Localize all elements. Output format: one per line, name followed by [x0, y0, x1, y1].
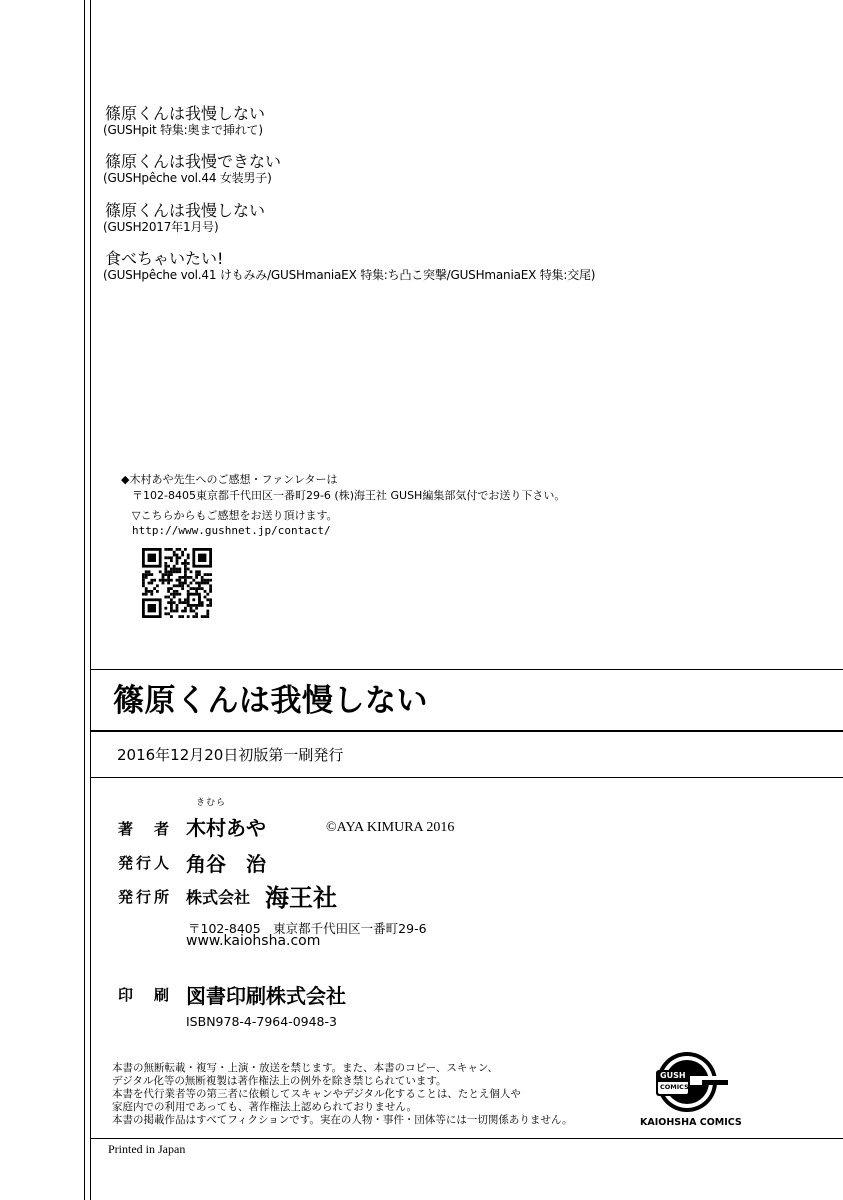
printer-name: 図書印刷株式会社 [186, 984, 346, 1008]
legal-line: 家庭内での利用であっても、著作権法上認められておりません。 [112, 1101, 418, 1113]
divider [91, 669, 843, 670]
gush-logo-line1: GUSH [660, 1071, 686, 1080]
work-title: 食べちゃいたい! [105, 249, 224, 268]
work-title: 篠原くんは我慢できない [105, 152, 282, 171]
publisher-address: 〒102-8405 東京都千代田区一番町29-6 [188, 921, 427, 936]
divider [91, 1138, 843, 1139]
work-title: 篠原くんは我慢しない [105, 104, 266, 123]
qr-code-icon[interactable] [142, 548, 212, 618]
gush-comics-logo [640, 1046, 740, 1132]
publisher-label: 発行所 [118, 888, 173, 906]
gush-logo-caption: KAIOHSHA COMICS [640, 1117, 742, 1128]
legal-line: 本書の無断転載・複写・上演・放送を禁じます。また、本書のコピー、スキャン、 [112, 1062, 498, 1074]
publisher-name: 海王社 [265, 883, 337, 912]
work-source: (GUSH2017年1月号) [103, 220, 219, 234]
publisher-website[interactable]: www.kaiohsha.com [186, 933, 321, 949]
left-border-inner [90, 0, 91, 1200]
legal-notice [112, 1062, 573, 1127]
author-ruby: きむら [196, 798, 227, 808]
publisher-person: 角谷 治 [186, 852, 266, 876]
divider [91, 777, 843, 778]
work-source: (GUSHpêche vol.44 女装男子) [103, 171, 272, 185]
author-name: 木村あや [186, 816, 266, 840]
author-label: 著 者 [118, 820, 173, 838]
publisher-kind: 株式会社 [186, 888, 251, 907]
gush-logo-icon [640, 1046, 740, 1116]
work-source: (GUSHpit 特集:奥まで挿れて) [103, 123, 263, 137]
copyright: ©AYA KIMURA 2016 [326, 820, 455, 835]
publisher-person-label: 発行人 [118, 854, 173, 872]
isbn: ISBN978-4-7964-0948-3 [186, 1014, 337, 1029]
work-source: (GUSHpêche vol.41 けもみみ/GUSHmaniaEX 特集:ち凸こ突撃/GUSHmaniaEX 特集:交尾) [103, 268, 596, 282]
fanletter-line: ▽こちらからもご感想をお送り頂けます。 [132, 509, 338, 522]
contact-url[interactable]: http://www.gushnet.jp/contact/ [132, 524, 331, 537]
fanletter-line: ◆木村あや先生へのご感想・ファンレターは [121, 473, 338, 486]
left-border-outer [84, 0, 85, 1200]
divider [91, 730, 843, 732]
fanletter-address: 〒102-8405東京都千代田区一番町29-6 (株)海王社 GUSH編集部気付でお送り下さい。 [132, 489, 566, 502]
book-title: 篠原くんは我慢しない [113, 683, 428, 719]
legal-line: 本書を代行業者等の第三者に依頼してスキャンやデジタル化することは、たとえ個人や [112, 1088, 521, 1100]
printed-in: Printed in Japan [108, 1142, 186, 1156]
work-title: 篠原くんは我慢しない [105, 201, 266, 220]
legal-line: 本書の掲載作品はすべてフィクションです。実在の人物・事件・団体等には一切関係ありません。 [112, 1114, 573, 1126]
edition-date: 2016年12月20日初版第一刷発行 [117, 746, 344, 764]
gush-logo-line2: COMICS [660, 1083, 689, 1091]
legal-line: デジタル化等の無断複製は著作権法上の例外を除き禁じられています。 [112, 1075, 447, 1087]
printer-label: 印 刷 [118, 986, 173, 1004]
